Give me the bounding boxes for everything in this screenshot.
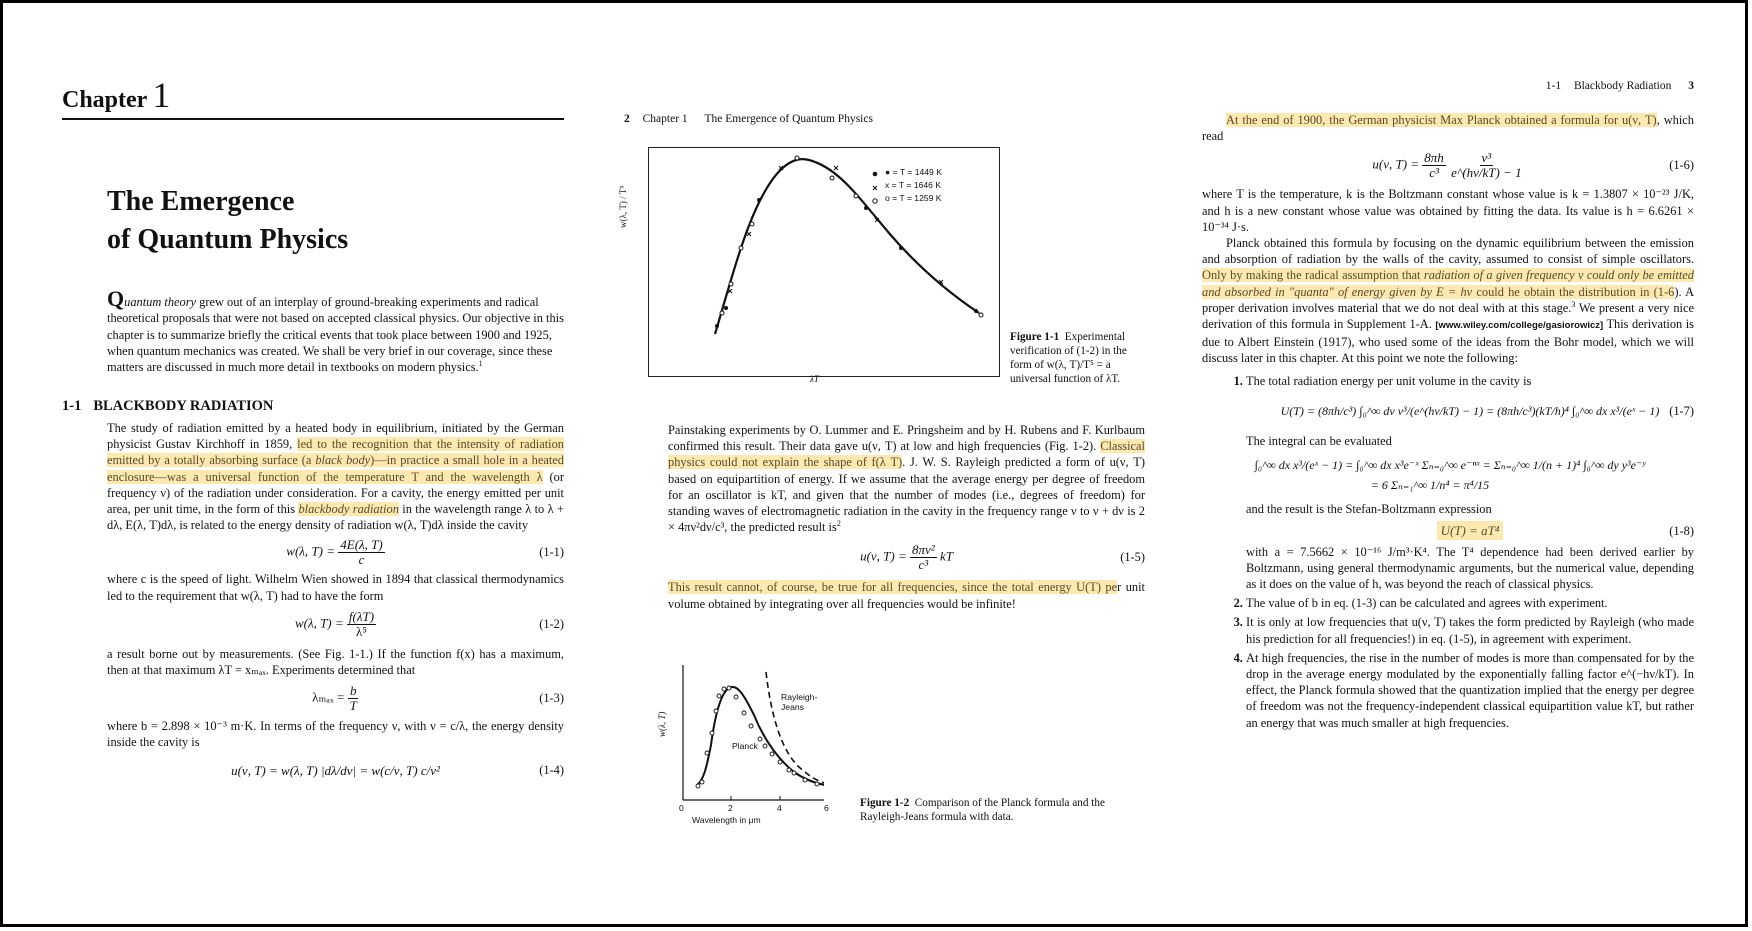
running-head-section: 1-1: [1545, 80, 1562, 92]
paragraph: where c is the speed of light. Wilhelm Wien showed in 1894 that classical thermodynamics led to the requirement that w(λ, T) had to have the form: [107, 572, 564, 603]
eq-denominator: c: [358, 551, 365, 567]
list-item: 3. It is only at low frequencies that u(ν, T) takes the form predicted by Rayleigh (who made his prediction for all frequencies!) in eq. (1-5), in agreement with experiment.: [1246, 614, 1694, 646]
equation-1-2: [107, 604, 564, 646]
footnote-marker[interactable]: 1: [478, 359, 483, 369]
curve-label-rayleigh-jeans: Rayleigh-Jeans: [781, 692, 818, 712]
xtick: 4: [777, 803, 782, 813]
equation-sum: = 6 Σₙ₌₁^∞ 1/n⁴ = π⁴/15: [1370, 478, 1490, 493]
highlight[interactable]: Only by making the radical assumption that: [1202, 268, 1424, 283]
equation-number: (1-6): [1669, 157, 1694, 172]
page-1-body: [107, 420, 564, 791]
equation-integral: ∫₀^∞ dx x³/(eˣ − 1) = ∫₀^∞ dx x³e⁻ˣ Σₙ₌₀^∞ e⁻ⁿˣ = Σₙ₌₀^∞ 1/(n + 1)⁴ ∫₀^∞ dy y³e⁻ʸ: [1254, 458, 1646, 473]
legend-item: o = T = 1259 K: [885, 193, 942, 203]
eq-numerator: f(λT): [348, 609, 375, 625]
eq-denominator: c³: [918, 556, 929, 572]
eq-lhs: w(λ, T) =: [286, 543, 335, 559]
caption-text: Experimental verification of (1-2) in the form of w(λ, T)/T⁵ = a universal function of λT.: [1010, 331, 1127, 385]
figure-1-curve: [649, 148, 999, 376]
chapter-heading: [62, 74, 170, 116]
list-item: 2. The value of b in eq. (1-3) can be calculated and agrees with experiment.: [1246, 595, 1694, 611]
dropcap: Q: [107, 286, 125, 311]
intro-text: grew out of an interplay of ground-breaking experiments and radical theoretical proposals that were not based on accepted classical physics. Our objective in this chapter is to summarize briefly the critical events that took place between 1900 and 1925, when quantum mechanics was created. We shall be very brief in our coverage, since these matters are discussed in much more detail in textbooks on modern physics.: [107, 295, 564, 375]
eq-lhs: u(ν, T) =: [860, 548, 907, 564]
eq-body: u(ν, T) = w(λ, T) |dλ/dν| = w(c/ν, T) c/ν²: [231, 762, 440, 778]
title-line-2: of Quantum Physics: [107, 224, 349, 255]
running-head-title: The Emergence of Quantum Physics: [704, 113, 873, 125]
page-2-body: [668, 422, 1145, 612]
paragraph: [1202, 235, 1694, 367]
chapter-rule: [62, 118, 564, 120]
eq-numerator: 8πh: [1424, 149, 1444, 165]
equation-1-1: [107, 533, 564, 571]
text: Planck obtained this formula by focusing on the dynamic equilibrium between the emission and absorption of radiation by the walls of the cavity, assumed to consist of simple oscillators.: [1202, 236, 1694, 267]
highlight[interactable]: This result cannot, of course, be true for all frequencies, since the total energy U(T) pe: [668, 580, 1118, 595]
equation-number: (1-5): [1120, 549, 1145, 564]
equation-1-3: [107, 678, 564, 718]
text: , which read: [1202, 113, 1694, 144]
section-title: BLACKBODY RADIATION: [93, 398, 274, 414]
highlight[interactable]: black body: [315, 453, 371, 468]
eq-numerator: ν³: [1481, 149, 1492, 165]
eq-lhs: λₘₐₓ =: [312, 689, 345, 705]
running-head: [624, 113, 873, 125]
text: r unit volume obtained by integrating over all frequencies would be infinite!: [668, 580, 1146, 611]
text: and the result is the Stefan-Boltzmann expression: [1246, 502, 1492, 517]
legend-item: ● = T = 1449 K: [885, 167, 942, 177]
figure-1-legend: [885, 166, 942, 205]
list-item: 4. At high frequencies, the rise in the number of modes is more than compensated for by the drop in the average energy modulated by the exponentially falling factor e^(−hν/kT). In effect, the Planck formula showed that the quantization implied that the energy per degree of freedom was not the frequency-independent classical equipartition value kT, but rather an energy that was much smaller at high frequencies.: [1246, 650, 1694, 731]
eq-numerator: 8πν²: [912, 541, 935, 557]
equation-1-7: [1246, 389, 1694, 433]
running-head: [1546, 80, 1694, 92]
figure-2-curves: [659, 655, 824, 805]
paragraph: [107, 420, 564, 533]
page-number: 2: [624, 113, 630, 125]
eq-denominator: e^(hν/kT) − 1: [1451, 164, 1522, 180]
paragraph: where b = 2.898 × 10⁻³ m·K. In terms of the frequency ν, with ν = c/λ, the energy density inside the cavity is: [107, 719, 564, 750]
equation-number: (1-3): [539, 690, 564, 705]
text: ). A proper derivation involves material that we do not deal with at this stage.: [1202, 284, 1695, 315]
eq-lhs: w(λ, T) =: [294, 615, 344, 631]
eq-denominator: T: [349, 697, 357, 713]
text: We present a very nice derivation of this formula in Supplement 1-A.: [1202, 300, 1694, 332]
highlight[interactable]: led to the recognition that the intensity of radiation emitted by a totally absorbing surface (a: [107, 437, 564, 468]
equation-number: (1-8): [1669, 523, 1694, 538]
paragraph: a result borne out by measurements. (See Fig. 1-1.) If the function f(x) has a maximum, then at that maximum λT = xₘₐₓ. Experiments determined that: [107, 646, 564, 678]
text: with a = 7.5662 × 10⁻¹⁶ J/m³·K⁴. The T⁴ dependence had been derived earlier by Boltzmann, using general thermodynamic arguments, but the numerical value, depending as it does on the value of h, was beyond the reach of classical physics.: [1246, 544, 1694, 592]
footnote-marker[interactable]: 3: [1571, 299, 1576, 309]
xtick: 6: [824, 803, 829, 813]
page-number: 3: [1688, 80, 1694, 92]
page-3-body: [1202, 112, 1694, 734]
paragraph: where T is the temperature, k is the Boltzmann constant whose value is k = 1.3807 × 10⁻²³ J/K, and h is a new constant whose value was obtained by fitting the data. Its value is h = 6.6261 × 10⁻³⁴ J·s.: [1202, 187, 1694, 234]
equation-1-6: [1202, 144, 1694, 186]
eq-rhs: kT: [939, 548, 953, 564]
caption-label: Figure 1-2: [860, 797, 910, 809]
highlight[interactable]: blackbody radiation: [298, 502, 399, 517]
eq-body: U(T) = (8πh/c³) ∫₀^∞ dν ν³/(e^(hν/kT) − 1) = (8πh/c³)(kT/h)⁴ ∫₀^∞ dx x³/(eˣ − 1): [1280, 403, 1660, 418]
curve-label-planck: Planck: [732, 741, 758, 751]
eq-numerator: b: [349, 682, 357, 698]
text: . J. W. S. Rayleigh predicted a form of u(ν, T) based on equipartition of energy. If we assume that the average energy per degree of freedom for an oscillator is kT, and given that the number of modes (i.e., degrees of freedom) for standing waves of electromagnetic radiation in the cavity in the frequency range ν to ν + dν is 2 × 4πν²dν/c³, the predicted result is: [668, 455, 1145, 535]
highlight[interactable]: )—in practice a small hole in a heated enclosure—was a universal function of the temperature T and the wavelength λ: [107, 453, 565, 484]
eq-denominator: c³: [1429, 164, 1439, 180]
caption-label: Figure 1-1: [1010, 331, 1060, 343]
paragraph: [668, 422, 1145, 535]
eq-numerator: 4E(λ, T): [340, 536, 383, 552]
text: The study of radiation emitted by a heated body in equilibrium, initiated by the German physicist Gustav Kirchhoff in 1859,: [107, 421, 564, 452]
equation-number: (1-1): [539, 544, 564, 559]
highlight[interactable]: U(T) = aT⁴: [1437, 521, 1504, 540]
equation-number: (1-2): [539, 617, 564, 632]
title-line-1: The Emergence: [107, 186, 295, 217]
running-head-chapter: Chapter 1: [642, 113, 688, 125]
figure-1-xlabel: λT: [810, 374, 819, 384]
equation-number: (1-7): [1669, 403, 1694, 418]
chapter-title: [107, 183, 348, 259]
highlight[interactable]: At the end of 1900, the German physicist Max Planck obtained a formula for u(ν, T): [1226, 113, 1657, 127]
running-head-title: Blackbody Radiation: [1573, 80, 1672, 92]
intro-paragraph: [107, 286, 564, 375]
text: (or frequency ν) of the radiation under consideration. For a cavity, the energy emitted per unit area, per unit time, in the form of this: [107, 469, 564, 517]
figure-1-caption: [1010, 330, 1140, 386]
equation-1-8: [1246, 518, 1694, 544]
section-heading: [62, 398, 273, 415]
text: This derivation is due to Albert Einstein (1917), who used some of the ideas from the Bohr model, which we will discuss later in this chapter. At this point we note the following:: [1202, 317, 1694, 366]
figure-1-ylabel: w(λ, T) / T⁵: [618, 185, 628, 228]
highlight[interactable]: radiation of a given frequency ν could only be emitted and absorbed in "quanta" of energy given by E = hν: [1202, 268, 1694, 299]
intro-italic: uantum theory: [124, 295, 197, 309]
list-item: [1246, 373, 1694, 593]
figure-2-plot: [657, 655, 829, 825]
legend-item: x = T = 1646 K: [885, 180, 942, 190]
paragraph: [1202, 112, 1694, 144]
eq-lhs: u(ν, T) =: [1372, 156, 1420, 172]
xtick: 0: [679, 803, 684, 813]
paragraph: [668, 579, 1145, 611]
highlight[interactable]: Classical physics could not explain the shape of f(λ T): [668, 439, 1145, 470]
figure-1-plot: [648, 147, 1000, 377]
xtick: 2: [728, 803, 733, 813]
text: The total radiation energy per unit volume in the cavity is: [1246, 373, 1532, 388]
equation-1-4: [107, 751, 564, 791]
figure-2-xlabel: Wavelength in μm: [692, 815, 761, 825]
highlight[interactable]: could he obtain the distribution in (1-6: [1472, 284, 1675, 299]
caption-text: Comparison of the Planck formula and the Rayleigh-Jeans formula with data.: [860, 797, 1105, 823]
chapter-number: 1: [152, 75, 171, 115]
chapter-label: Chapter: [62, 87, 148, 113]
equation-1-5: [668, 535, 1145, 579]
numbered-list: [1202, 373, 1694, 731]
equation-number: (1-4): [539, 763, 564, 778]
text: Painstaking experiments by O. Lummer and E. Pringsheim and by H. Rubens and F. Kurlbaum confirmed this result. Their data gave u(ν, T) at low and high frequencies (Fig. 1-2).: [668, 423, 1145, 454]
figure-2-caption: [860, 796, 1130, 824]
text: in the wavelength range λ to λ + dλ, E(λ, T)dλ, is related to the energy density of radiation w(λ, T)dλ inside the cavity: [107, 502, 565, 533]
text: The integral can be evaluated: [1246, 433, 1392, 448]
web-link[interactable]: [www.wiley.com/college/gasiorowicz]: [1435, 320, 1604, 332]
eq-denominator: λ⁵: [356, 624, 367, 640]
section-number: 1-1: [62, 398, 82, 414]
figure-2-ylabel: w(λ, T): [657, 711, 667, 737]
footnote-marker[interactable]: 2: [836, 519, 841, 529]
